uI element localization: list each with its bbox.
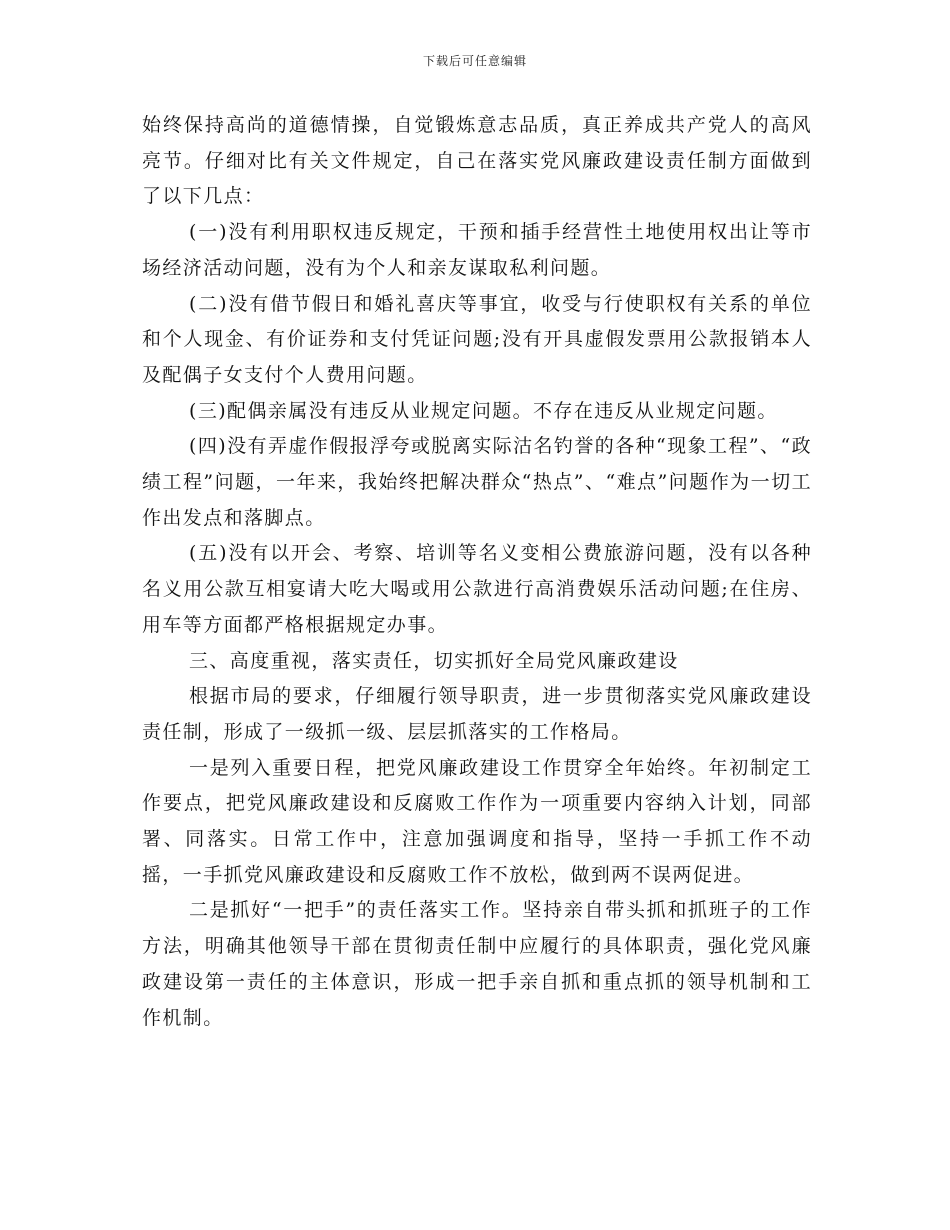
section-heading: 三、高度重视，落实责任，切实抓好全局党风廉政建设 [189,649,679,672]
paragraph-item-1: (一)没有利用职权违反规定，干预和插手经营性土地使用权出让等市场经济活动问题，没有为个人和亲友谋取私利问题。 [142,221,812,279]
paragraph-point-2: 二是抓好“一把手”的责任落实工作。坚持亲自带头抓和抓班子的工作方法，明确其他领导干部在贯彻责任制中应履行的具体职责，强化党风廉政建设第一责任的主体意识，形成一把手亲自抓和重点抓的领导机制和工作机制。 [142,899,812,1029]
paragraph-item-2: (二)没有借节假日和婚礼喜庆等事宜，收受与行使职权有关系的单位和个人现金、有价证券和支付凭证问题;没有开具虚假发票用公款报销本人及配偶子女支付个人费用问题。 [142,292,812,386]
paragraph-item-4: (四)没有弄虚作假报浮夸或脱离实际沽名钓誉的各种“现象工程”、“政绩工程”问题，一年来，我始终把解决群众“热点”、“难点”问题作为一切工作出发点和落脚点。 [142,435,812,529]
paragraph-item-3: (三)配偶亲属没有违反从业规定问题。不存在违反从业规定问题。 [189,399,778,422]
paragraph-item-5: (五)没有以开会、考察、培训等名义变相公费旅游问题，没有以各种名义用公款互相宴请大吃大喝或用公款进行高消费娱乐活动问题;在住房、用车等方面都严格根据规定办事。 [142,542,812,636]
paragraph-intro: 根据市局的要求，仔细履行领导职责，进一步贯彻落实党风廉政建设责任制，形成了一级抓一级、层层抓落实的工作格局。 [142,685,812,743]
paragraph-continuation: 始终保持高尚的道德情操，自觉锻炼意志品质，真正养成共产党人的高风亮节。仔细对比有关文件规定，自己在落实党风廉政建设责任制方面做到了以下几点： [142,114,812,208]
page-header-note: 下载后可任意编辑 [422,54,527,68]
paragraph-point-1: 一是列入重要日程，把党风廉政建设工作贯穿全年始终。年初制定工作要点，把党风廉政建设和反腐败工作作为一项重要内容纳入计划，同部署、同落实。日常工作中，注意加强调度和指导，坚持一手抓工作不动摇，一手抓党风廉政建设和反腐败工作不放松，做到两不误两促进。 [142,756,812,886]
document-body [142,108,812,1036]
